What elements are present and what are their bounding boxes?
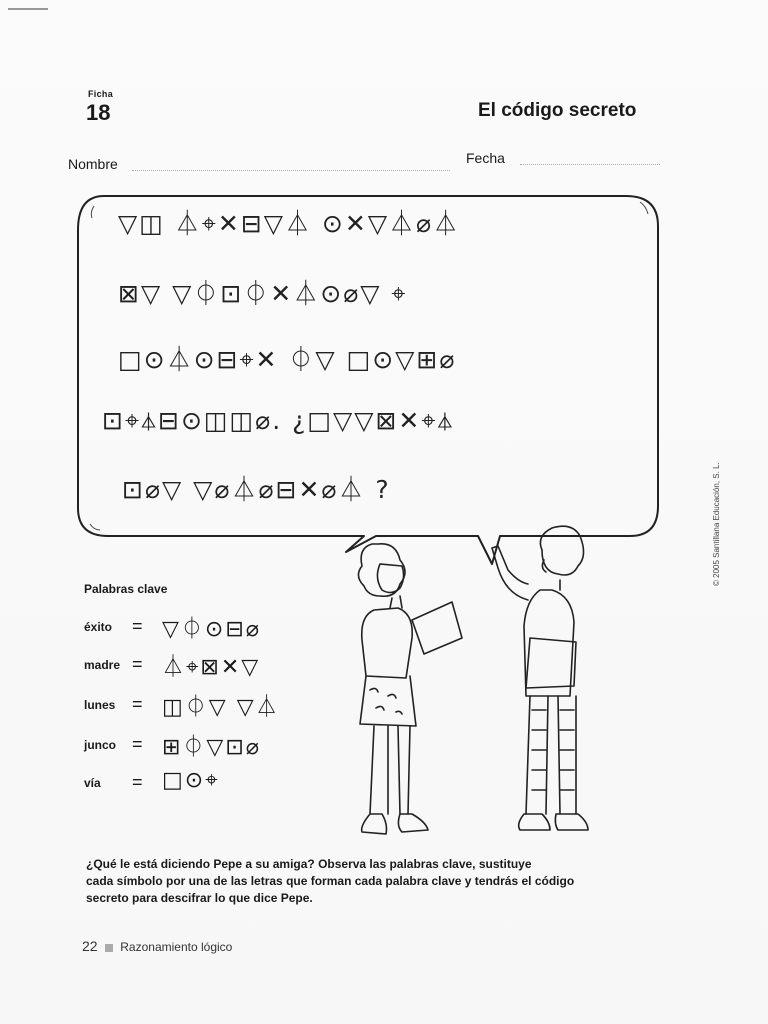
instruction-line: ¿Qué le está diciendo Pepe a su amiga? Observa las palabras clave, sustituye	[86, 857, 532, 871]
code-line: ⊡⌖⏃⊟⊙◫◫⌀. ¿□▽▽⊠✕⌖⏃	[102, 406, 455, 435]
keyword-word: lunes	[84, 698, 116, 712]
keyword-code: ◫⏀▽ ▽⏃	[162, 695, 280, 720]
equals-sign: =	[132, 694, 143, 714]
nombre-label: Nombre	[68, 156, 118, 172]
ficha-number: 18	[86, 100, 111, 125]
scan-mark	[8, 8, 48, 10]
keywords-title: Palabras clave	[84, 582, 168, 596]
footer	[82, 938, 232, 954]
keyword-code: ⊞⏀▽⊡⌀	[162, 735, 262, 760]
fecha-label: Fecha	[466, 150, 505, 166]
section-square-icon	[105, 944, 113, 952]
code-line: ⊡⌀▽ ▽⌀⏃⌀⊟✕⌀⏃ ?	[122, 475, 391, 504]
nombre-line	[132, 170, 450, 171]
boy-figure	[492, 526, 588, 830]
keyword-word: madre	[84, 658, 121, 672]
keyword-code: □⊙⌖	[162, 768, 220, 793]
keyword-word: junco	[84, 738, 116, 752]
instructions	[86, 856, 646, 907]
page-number: 22	[82, 938, 98, 954]
copyright-notice: © 2005 Santillana Educación, S. L.	[712, 462, 721, 586]
equals-sign: =	[132, 772, 143, 792]
keyword-word: vía	[84, 776, 101, 790]
fecha-line	[520, 164, 660, 165]
code-line: ▽◫ ⏃⌖✕⊟▽⏃ ⊙✕▽⏃⌀⏃	[118, 209, 461, 238]
code-line: □⊙⏃⊙⊟⌖✕ ⏀▽ □⊙▽⊞⌀	[118, 345, 457, 374]
instruction-line: cada símbolo por una de las letras que forman cada palabra clave y tendrás el código	[86, 874, 575, 888]
speech-bubble	[74, 190, 660, 540]
children-illustration	[330, 520, 630, 850]
keyword-word: éxito	[84, 620, 113, 634]
code-line: ⊠▽ ▽⏀⊡⏀✕⏃⊙⌀▽ ⌖	[118, 279, 408, 308]
section-name: Razonamiento lógico	[120, 940, 233, 954]
keyword-code: ⏃⌖⊠✕▽	[162, 655, 261, 680]
girl-figure	[358, 544, 462, 834]
keyword-code: ▽⏀⊙⊟⌀	[162, 617, 262, 642]
page-title: El código secreto	[478, 100, 637, 121]
equals-sign: =	[132, 734, 143, 754]
instruction-line: secreto para descifrar lo que dice Pepe.	[86, 891, 313, 905]
equals-sign: =	[132, 654, 143, 674]
ficha-label: Ficha	[88, 89, 114, 99]
equals-sign: =	[132, 616, 143, 636]
